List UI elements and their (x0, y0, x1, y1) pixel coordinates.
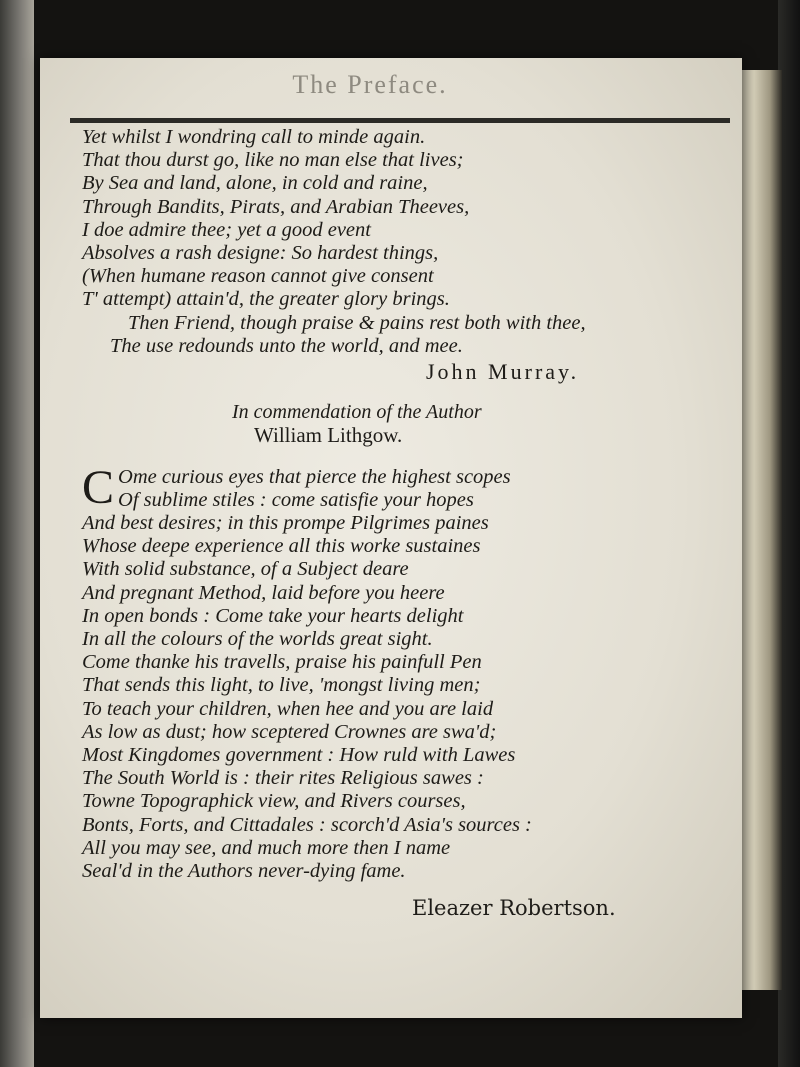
poem-line: Then Friend, though praise & pains rest both with thee, (128, 311, 586, 334)
poem-line: Seal'd in the Authors never-dying fame. (82, 860, 406, 883)
drop-cap: C (82, 460, 115, 514)
running-head: The Preface. (292, 70, 448, 99)
poem-line: The use redounds unto the world, and mee. (110, 334, 463, 357)
poem-line: Whose deepe experience all this worke sustaines (82, 535, 481, 558)
poem-line: Come thanke his travells, praise his painfull Pen (82, 651, 482, 674)
poem-line: And best desires; in this prompe Pilgrimes paines (82, 512, 489, 535)
poem-line: Towne Topographick view, and Rivers courses, (82, 790, 466, 813)
signature-eleazer-robertson: Eleazer Robertson. (412, 896, 616, 921)
poem-line: In all the colours of the worlds great sight. (82, 628, 433, 651)
poem-line: Bonts, Forts, and Cittadales : scorch'd Asia's sources : (82, 813, 532, 836)
poem-line: To teach your children, when hee and you are laid (82, 697, 494, 720)
poem-line: That sends this light, to live, 'mongst living men; (82, 674, 481, 697)
poem-line: In open bonds : Come take your hearts delight (82, 604, 464, 627)
poem-line: (When humane reason cannot give consent (82, 265, 434, 288)
poem-line: Absolves a rash designe: So hardest things, (82, 242, 439, 265)
page-text (82, 126, 732, 921)
poem-line: Of sublime stiles : come satisfie your hopes (118, 488, 474, 511)
poem-line: C Ome curious eyes that pierce the highest scopes (82, 460, 511, 514)
poem-line: That thou durst go, like no man else that lives; (82, 149, 464, 172)
page-edge (742, 70, 782, 990)
poem-line: Through Bandits, Pirats, and Arabian Theeves, (82, 195, 470, 218)
signature-john-murray: John Murray. (426, 359, 580, 385)
poem-line: As low as dust; how sceptered Crownes are swa'd; (82, 720, 497, 743)
poem-line: By Sea and land, alone, in cold and raine, (82, 172, 428, 195)
poem-line: The South World is : their rites Religious sawes : (82, 767, 484, 790)
commendation-author: William Lithgow. (254, 423, 403, 448)
poem-line: With solid substance, of a Subject deare (82, 558, 409, 581)
poem-line: T' attempt) attain'd, the greater glory brings. (82, 288, 450, 311)
header-rule (70, 118, 730, 123)
poem-line: And pregnant Method, laid before you heere (82, 581, 445, 604)
poem-line: Yet whilst I wondring call to minde again. (82, 126, 426, 148)
poem-line: All you may see, and much more then I name (82, 836, 451, 859)
left-scan-margin (0, 0, 34, 1067)
poem-line: I doe admire thee; yet a good event (82, 218, 371, 241)
commendation-heading: In commendation of the Author (232, 401, 482, 424)
poem-line: Most Kingdomes government : How ruld with Lawes (82, 744, 516, 767)
